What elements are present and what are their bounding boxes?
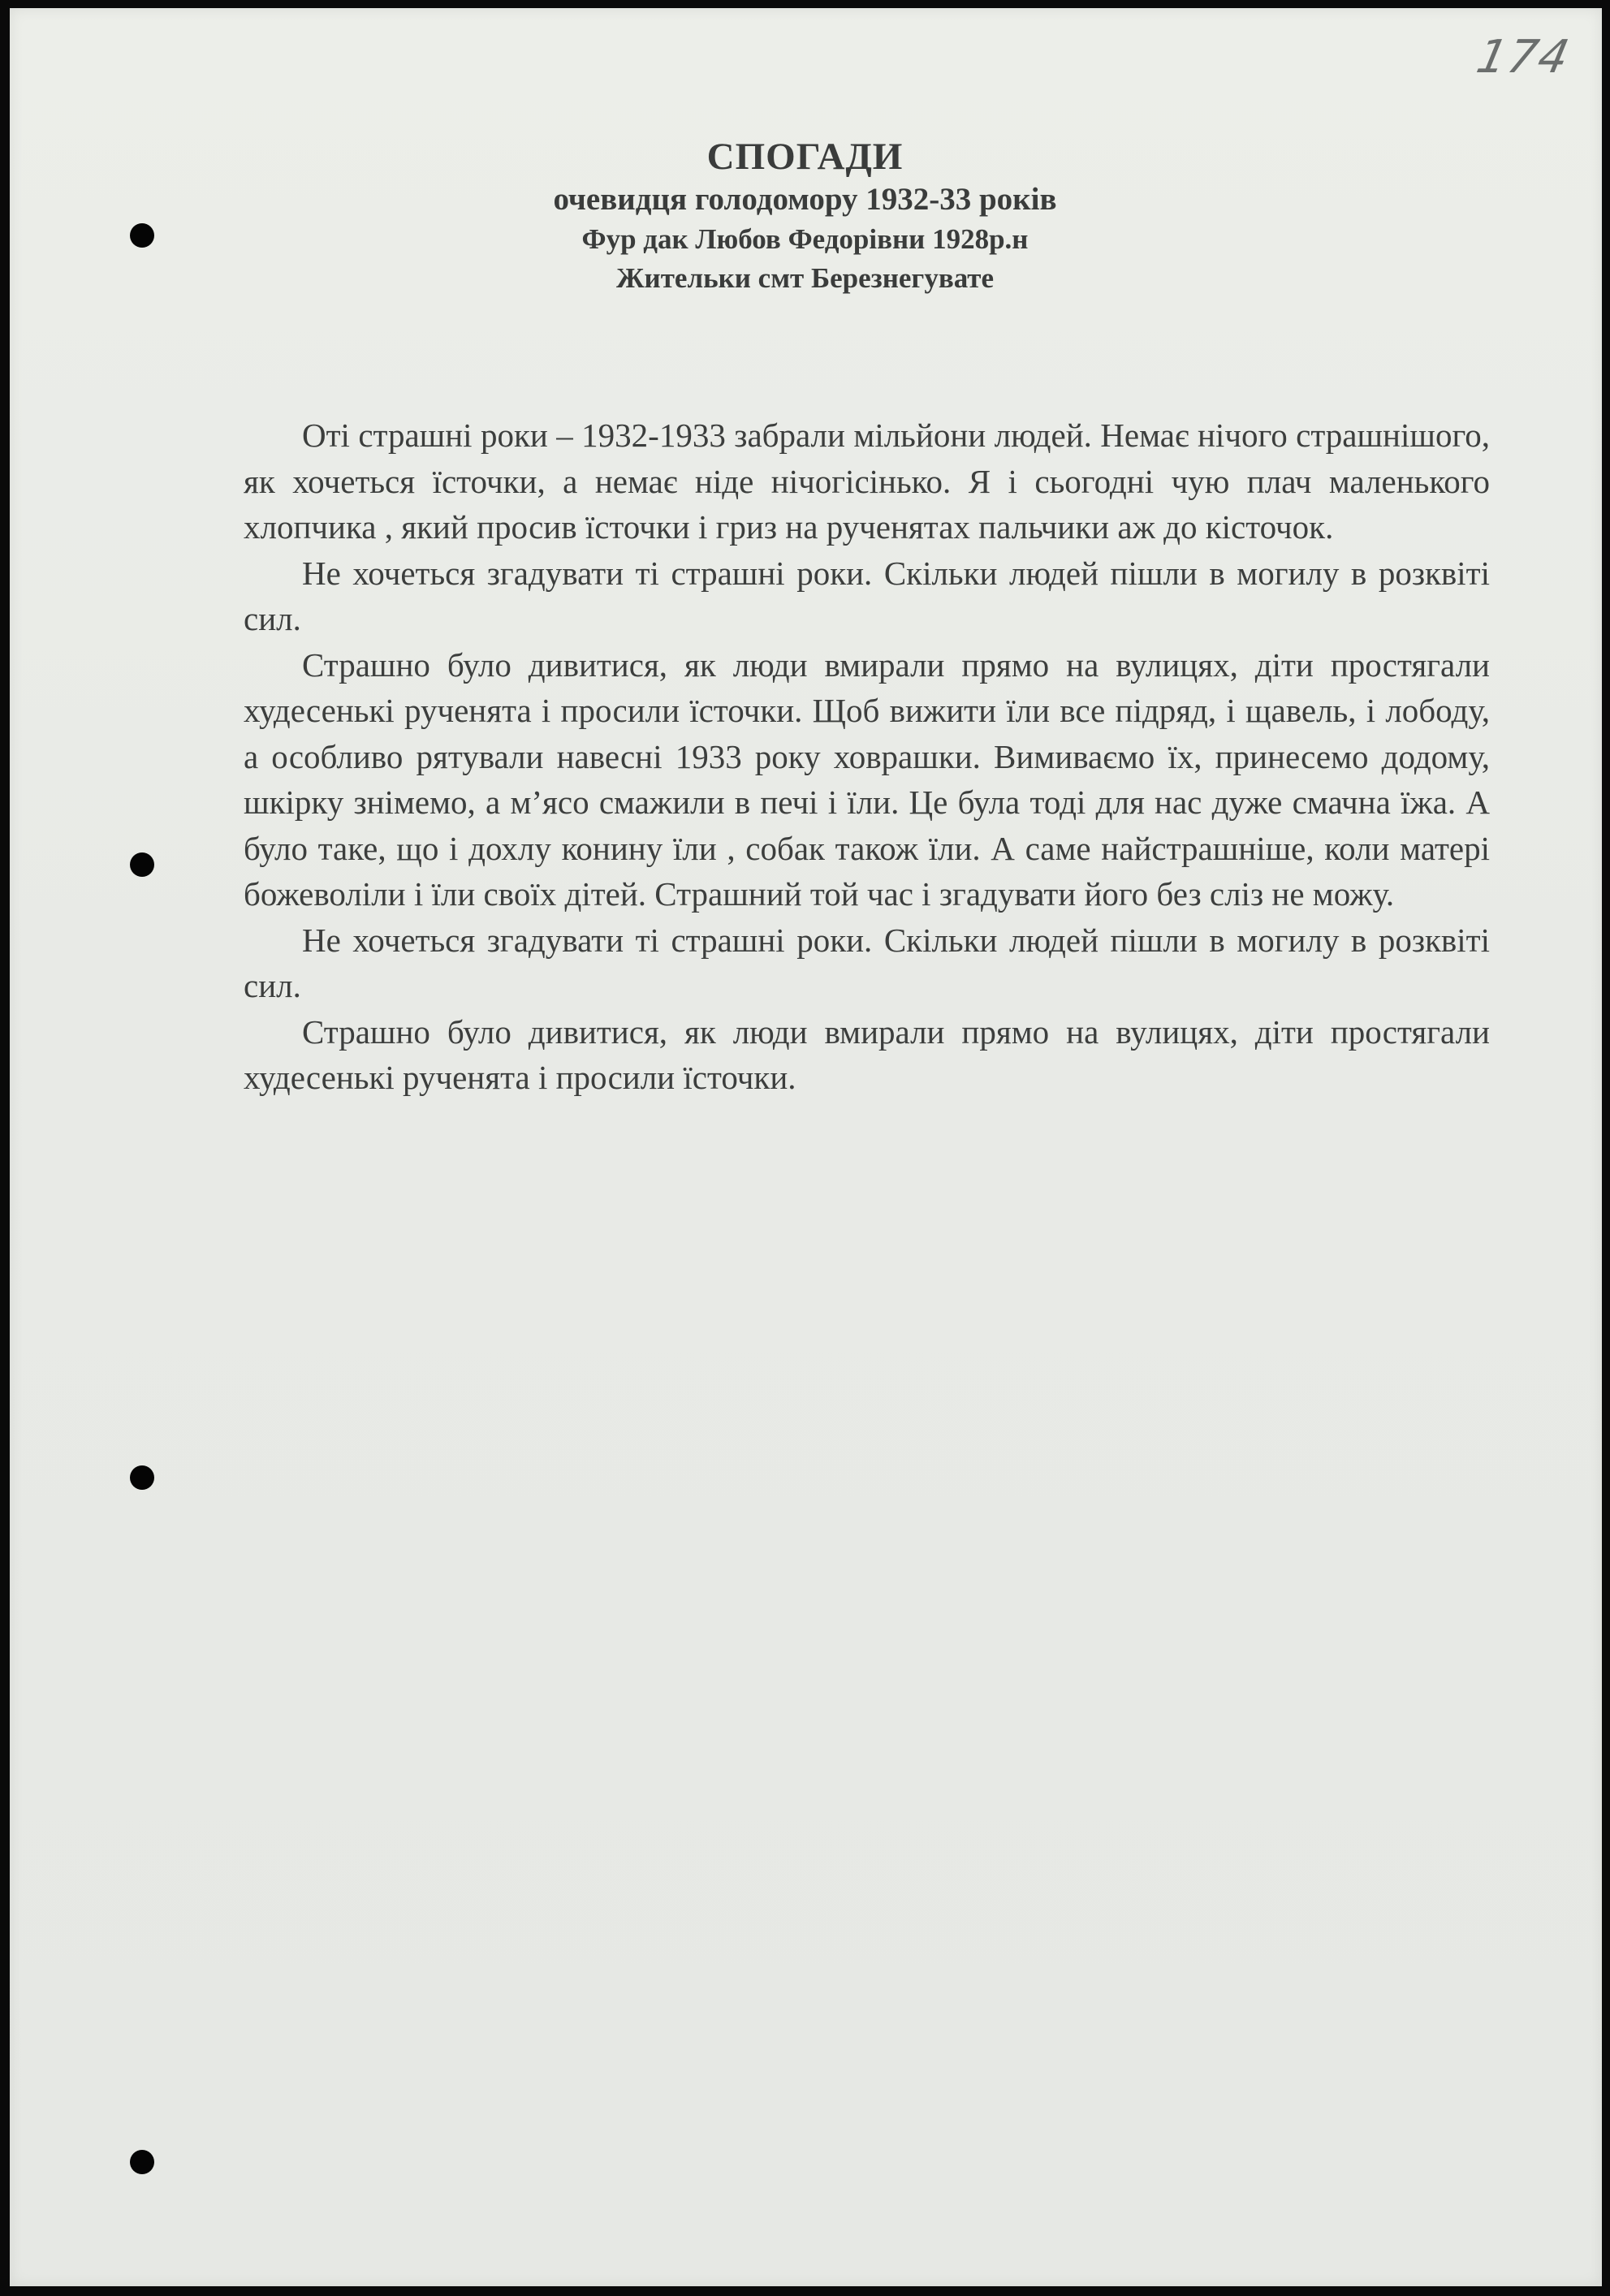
punch-hole: [130, 1465, 154, 1490]
paragraph: Не хочеться згадувати ті страшні роки. Скільки людей пішли в могилу в розквіті сил.: [244, 554, 1490, 637]
paragraph: Страшно було дивитися, як люди вмирали прямо на вулицях, діти простягали худесенькі рученята і просили їсточки. Щоб вижити їли все підряд, і щавель, і лободу, а особливо рятували навесні 1933 року ховрашки. Вимиваємо їх, принесемо додому, шкірку знімемо, а м’ясо смажили в печі і їли. Це була тоді для нас дуже смачна їжа. А було таке, що і дохлу конину їли , собак також їли. А саме найстрашніше, коли матері божеволіли і їли своїх дітей. Страшний той час і згадувати його без сліз не можу.: [244, 645, 1490, 913]
document-page: [10, 8, 1602, 2286]
subtitle-eyewitness: очевидця голодомору 1932-33 років: [553, 182, 1057, 217]
handwritten-page-number: 174: [1472, 31, 1575, 84]
subtitle-residence: Жительки смт Березнегувате: [615, 262, 995, 294]
subtitle-author: Фур дак Любов Федорівни 1928р.н: [581, 223, 1029, 255]
punch-hole: [130, 2150, 154, 2174]
document-header: [0, 134, 1610, 298]
paragraph: Оті страшні роки – 1932-1933 забрали мільйони людей. Немає нічого страшнішого, як хочеться їсточки, а немає ніде нічогісінько. Я і сьогодні чую плач маленького хлопчика , який просив їсточки і гриз на рученятах пальчики аж до кісточок.: [244, 416, 1490, 546]
document-title: СПОГАДИ: [706, 136, 904, 178]
punch-hole: [130, 852, 154, 877]
paragraph: Не хочеться згадувати ті страшні роки. Скільки людей пішли в могилу в розквіті сил.: [244, 921, 1490, 1004]
document-body: [244, 412, 1490, 1101]
paragraph: Страшно було дивитися, як люди вмирали прямо на вулицях, діти простягали худесенькі рученята і просили їсточки.: [244, 1012, 1490, 1096]
